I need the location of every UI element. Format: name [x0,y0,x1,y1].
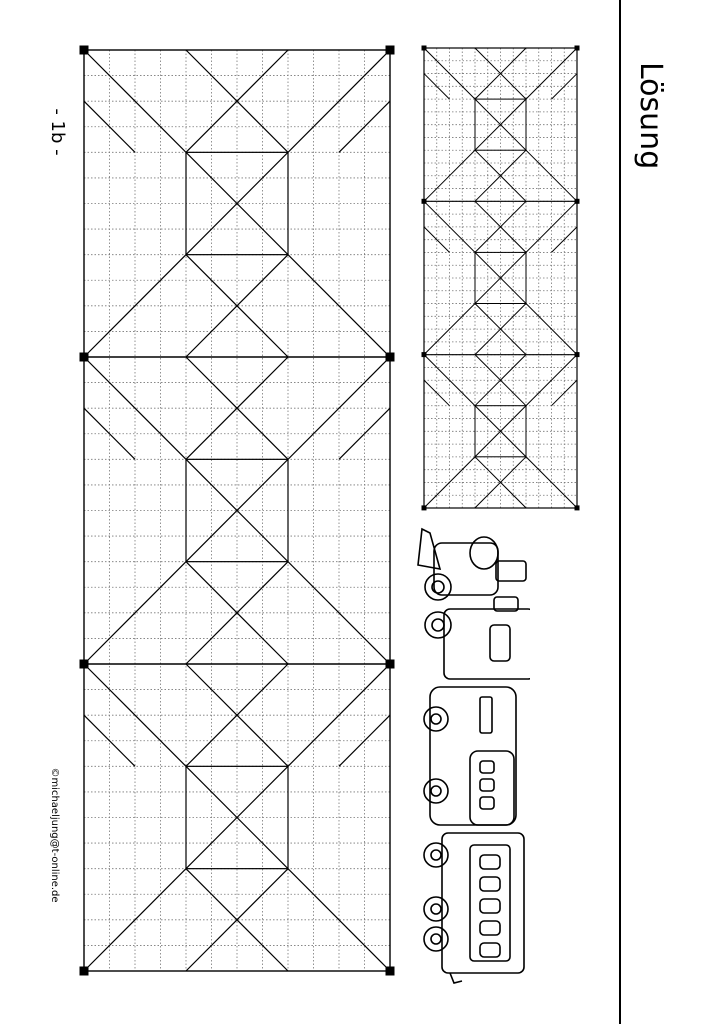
carriage-icon [424,833,524,983]
corner-marker [575,352,580,357]
page-number: - 1b - [47,108,68,156]
copyright-credit: ©michaeljung@t-online.de [49,767,60,903]
train-illustration [410,525,530,985]
corner-marker [575,199,580,204]
corner-marker [575,46,580,51]
corner-marker [422,352,427,357]
corner-marker [575,505,580,510]
corner-marker [422,46,427,51]
wagon-icon [424,687,516,825]
page-title: Lösung [633,62,668,170]
locomotive-icon [418,529,530,679]
corner-marker [422,505,427,510]
corner-marker [422,199,427,204]
